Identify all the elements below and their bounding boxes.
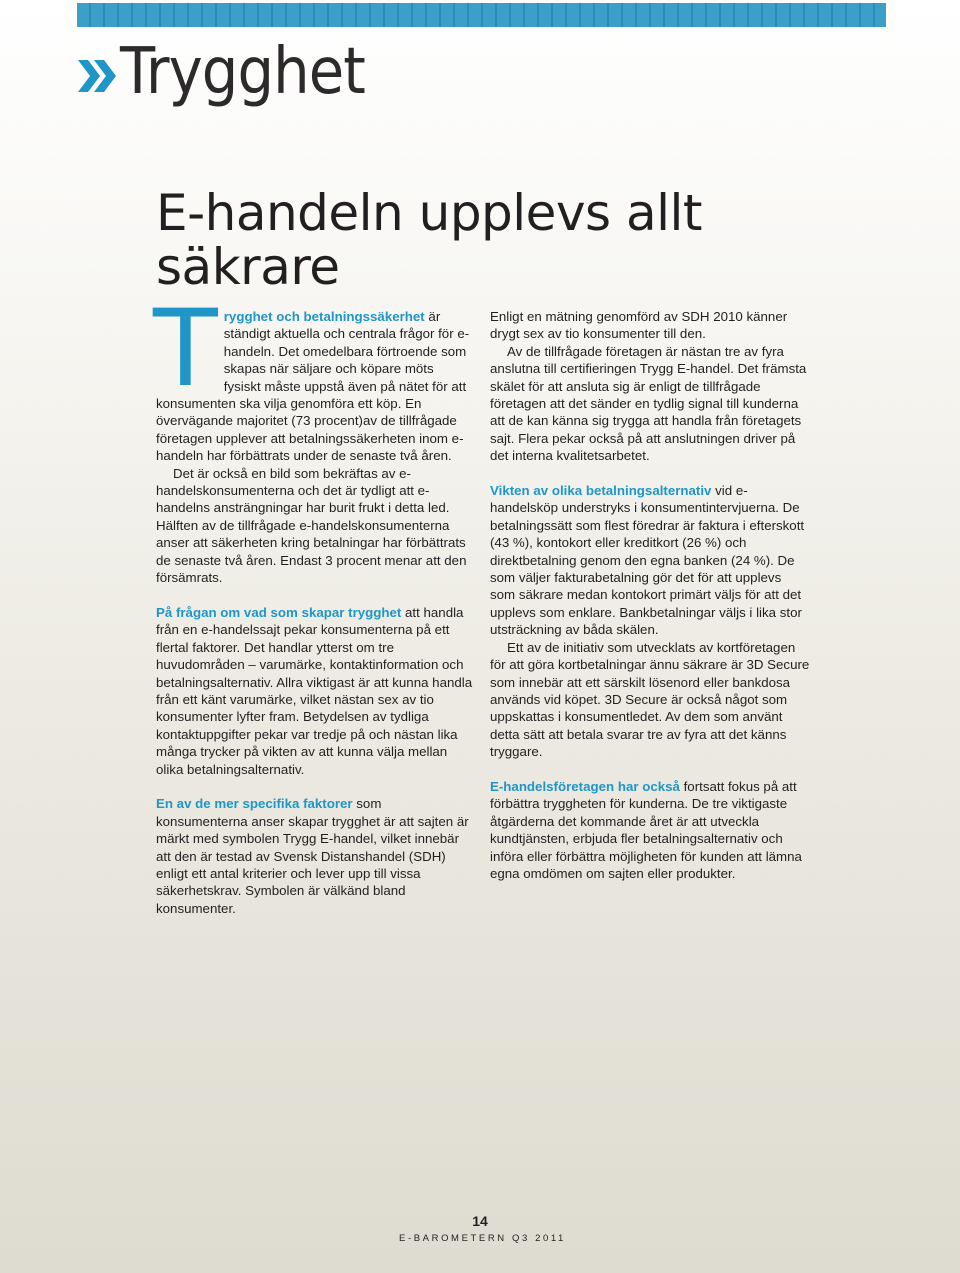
dropcap-letter: T xyxy=(153,287,218,410)
paragraph xyxy=(490,639,810,761)
section-title: Trygghet xyxy=(120,35,365,109)
paragraph-text: som konsumenterna anser skapar trygghet är att sajten är märkt med symbolen Trygg E-handel, vilket innebär att den är testad av Svensk Distanshandel (SDH) enligt ett antal kriterier och lever upp till vissa säkerhetskrav. Symbolen är välkänd bland konsumenter. xyxy=(156,796,469,916)
paragraph-text: Det är också en bild som bekräftas av e-handelskonsumenterna och det är tydligt att e-handelns ansträngningar har burit frukt i detta led. Hälften av de tillfrågade e-handelskonsumenterna anser att säkerheten kring betalningar har förbättrats de senaste två åren. Endast 3 procent menar att den försämrats. xyxy=(156,465,467,586)
paragraph-text: Ett av de initiativ som utvecklats av kortföretagen för att göra kortbetalningar ännu säkrare är 3D Secure som innebär att ett särskilt lösenord eller bankdosa används vid köpet. 3D Secure är också något som uppskattas i konsumentledet. Av dem som använt detta sätt att betala svarar tre av fyra att det känns tryggare. xyxy=(490,639,810,760)
paragraph xyxy=(490,482,810,639)
section-header xyxy=(78,30,478,110)
paragraph xyxy=(490,343,810,465)
paragraph-text: Av de tillfrågade företagen är nästan tre av fyra anslutna till certifieringen Trygg E-handel. Det främsta skälet för att ansluta sig är enligt de tillfrågade företagen att det sänder en tydlig signal till kunderna att de kan känna sig trygga att handla från företagets sajt. Flera pekar också på att anslutningen driver på det interna kvalitetsarbetet. xyxy=(490,343,807,464)
paragraph-text: att handla från en e-handelssajt pekar konsumenterna på ett flertal faktorer. Det handlar ytterst om tre huvudområden – varumärke, kontaktinformation och betalningsalternativ. Allra viktigast är att kunna handla från ett känt varumärke, vilket nästan sex av tio konsumenter lyfter fram. Betydelsen av tydliga kontaktuppgifter pekar var tredje på och nästan lika många trycker på vikten av att kunna välja mellan olika betalningsalternativ. xyxy=(156,604,473,777)
paragraph-text: är ständigt aktuella och centrala frågor för e-handeln. Det omedelbara förtroende som skapas när säljare och köpare möts fysiskt måste uppstå även på nätet för att konsumenten ska vilja genomföra ett köp. En övervägande majoritet (73 procent)av de tillfrågade företagen upplever att betalningssäkerheten inom e-handeln har förbättrats under de senaste två åren. xyxy=(156,309,470,464)
paragraph-text: vid e-handelsköp understryks i konsumentintervjuerna. De betalningssätt som flest föredrar är faktura i efterskott (43 %), kontokort eller kreditkort (26 %) och direktbetalning genom den egna banken (24 %). De som väljer fakturabetalning gör det för att upplevs som säkrare medan kontokort primärt väljs för att det upplevs som enklare. Bankbetalningar väljs i lika stor utsträckning av båda skälen. xyxy=(490,483,805,638)
lead-in-text: Vikten av olika betalningsalternativ xyxy=(490,483,712,499)
lead-in-text: E-handelsföretagen har också xyxy=(490,778,680,794)
paragraph-text: fortsatt fokus på att förbättra tryggheten för kunderna. De tre viktigaste åtgärderna det kommande året är att utveckla kundtjänsten, erbjuda fler betalningsalternativ och införa eller förbättra möjligheten för kunden att lämna egna omdömen om sajten eller produkter. xyxy=(490,778,802,881)
left-column xyxy=(153,287,474,917)
paragraph xyxy=(156,465,474,587)
lead-in-text: På frågan om vad som skapar trygghet xyxy=(156,604,402,620)
page-number: 14 xyxy=(472,1213,488,1229)
paragraph xyxy=(490,778,810,882)
paragraph-intro xyxy=(153,287,474,465)
paragraph xyxy=(156,795,474,917)
paragraph xyxy=(490,308,810,343)
double-chevron-right-icon xyxy=(78,56,118,96)
paragraph-text: Enligt en mätning genomförd av SDH 2010 känner drygt sex av tio konsumenter till den. xyxy=(490,309,788,342)
right-column xyxy=(490,308,810,882)
lead-in-text: En av de mer specifika faktorer xyxy=(156,796,353,812)
decorative-stripe-bar xyxy=(77,3,886,27)
article-headline: E-handeln upplevs allt säkrare xyxy=(156,184,703,296)
publication-label: E-BAROMETERN Q3 2011 xyxy=(399,1233,566,1244)
lead-in-text: rygghet och betalningssäkerhet xyxy=(223,309,425,324)
paragraph xyxy=(156,604,474,778)
